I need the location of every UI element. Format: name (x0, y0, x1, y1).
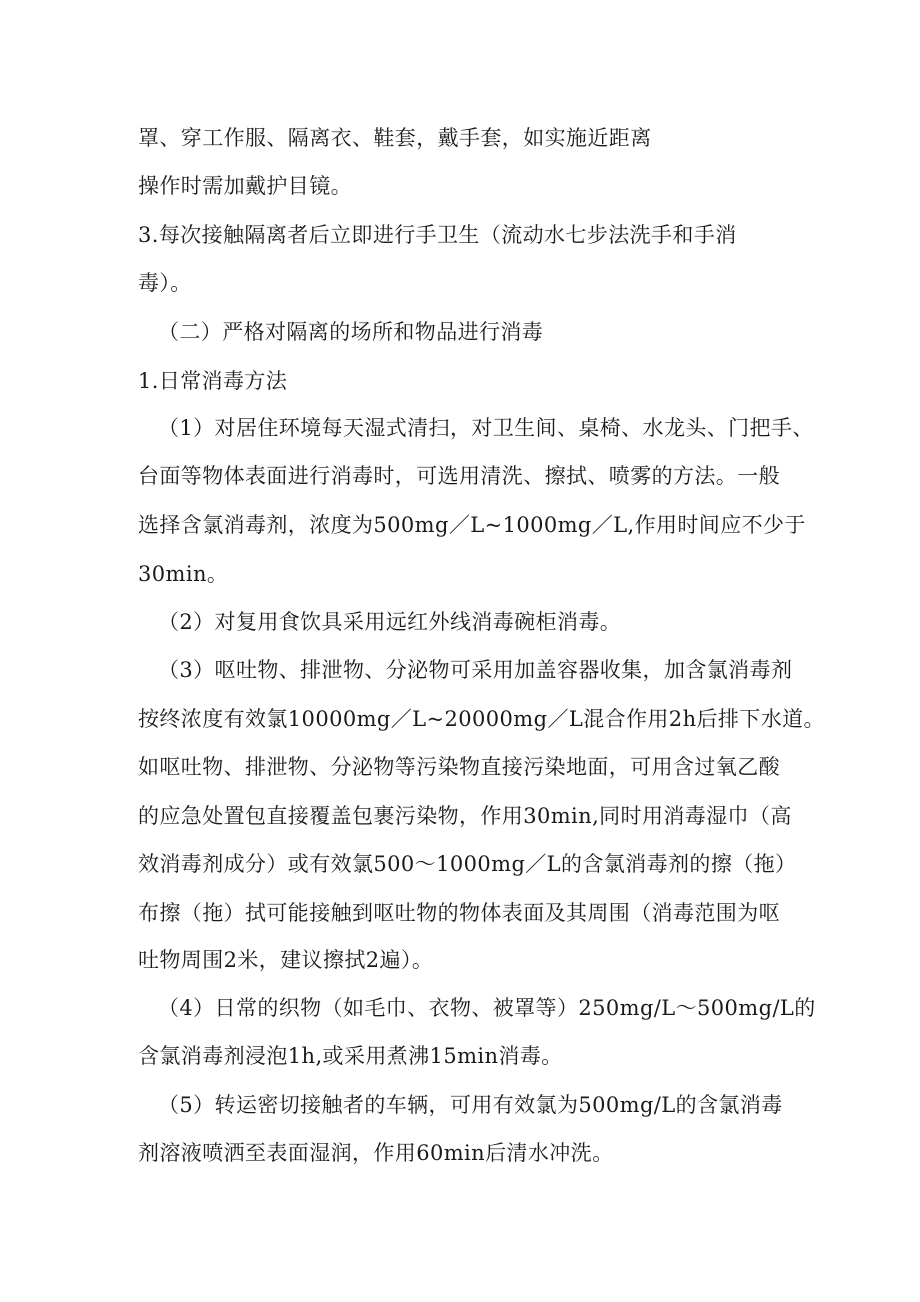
text-line: 操作时需加戴护目镜。 (138, 174, 352, 198)
text-line: 毒）。 (138, 271, 192, 295)
section-heading: （二）严格对隔离的场所和物品进行消毒 (158, 320, 544, 344)
text-line: （1）对居住环境每天湿式清扫，对卫生间、桌椅、水龙头、门把手、 (158, 416, 814, 440)
text-line: 吐物周围2米，建议擦拭2遍）。 (138, 948, 434, 972)
text-line: 按终浓度有效氯10000mg／L~20000mg／L混合作用2h后排下水道。 (138, 707, 825, 731)
text-line: 的应急处置包直接覆盖包裹污染物，作用30min,同时用消毒湿巾（高 (138, 804, 792, 828)
text-line: （5）转运密切接触者的车辆，可用有效氯为500mg/L的含氯消毒 (158, 1093, 783, 1117)
text-line: 布擦（拖）拭可能接触到呕吐物的物体表面及其周围（消毒范围为呕 (138, 901, 780, 925)
text-line: （4）日常的织物（如毛巾、衣物、被罩等）250mg/L～500mg/L的 (158, 996, 816, 1020)
text-line: （3）呕吐物、排泄物、分泌物可采用加盖容器收集，加含氯消毒剂 (158, 658, 793, 682)
subsection-heading: 1.日常消毒方法 (138, 369, 288, 393)
text-line: （2）对复用食饮具采用远红外线消毒碗柜消毒。 (158, 610, 622, 634)
text-line: 剂溶液喷洒至表面湿润，作用60min后清水冲洗。 (138, 1141, 614, 1165)
text-line: 选择含氯消毒剂，浓度为500mg／L~1000mg／L,作用时间应不少于 (138, 513, 806, 537)
text-line: 台面等物体表面进行消毒时，可选用清洗、擦拭、喷雾的方法。一般 (138, 464, 780, 488)
text-line: 效消毒剂成分）或有效氯500～1000mg／L的含氯消毒剂的擦（拖） (138, 852, 797, 876)
text-line: 3.每次接触隔离者后立即进行手卫生（流动水七步法洗手和手消 (138, 223, 737, 247)
text-line: 如呕吐物、排泄物、分泌物等污染物直接污染地面，可用含过氧乙酸 (138, 755, 780, 779)
text-line: 含氯消毒剂浸泡1h,或采用煮沸15min消毒。 (138, 1044, 563, 1068)
text-line: 罩、穿工作服、隔离衣、鞋套，戴手套，如实施近距离 (138, 126, 652, 150)
text-line: 30min。 (138, 562, 229, 586)
